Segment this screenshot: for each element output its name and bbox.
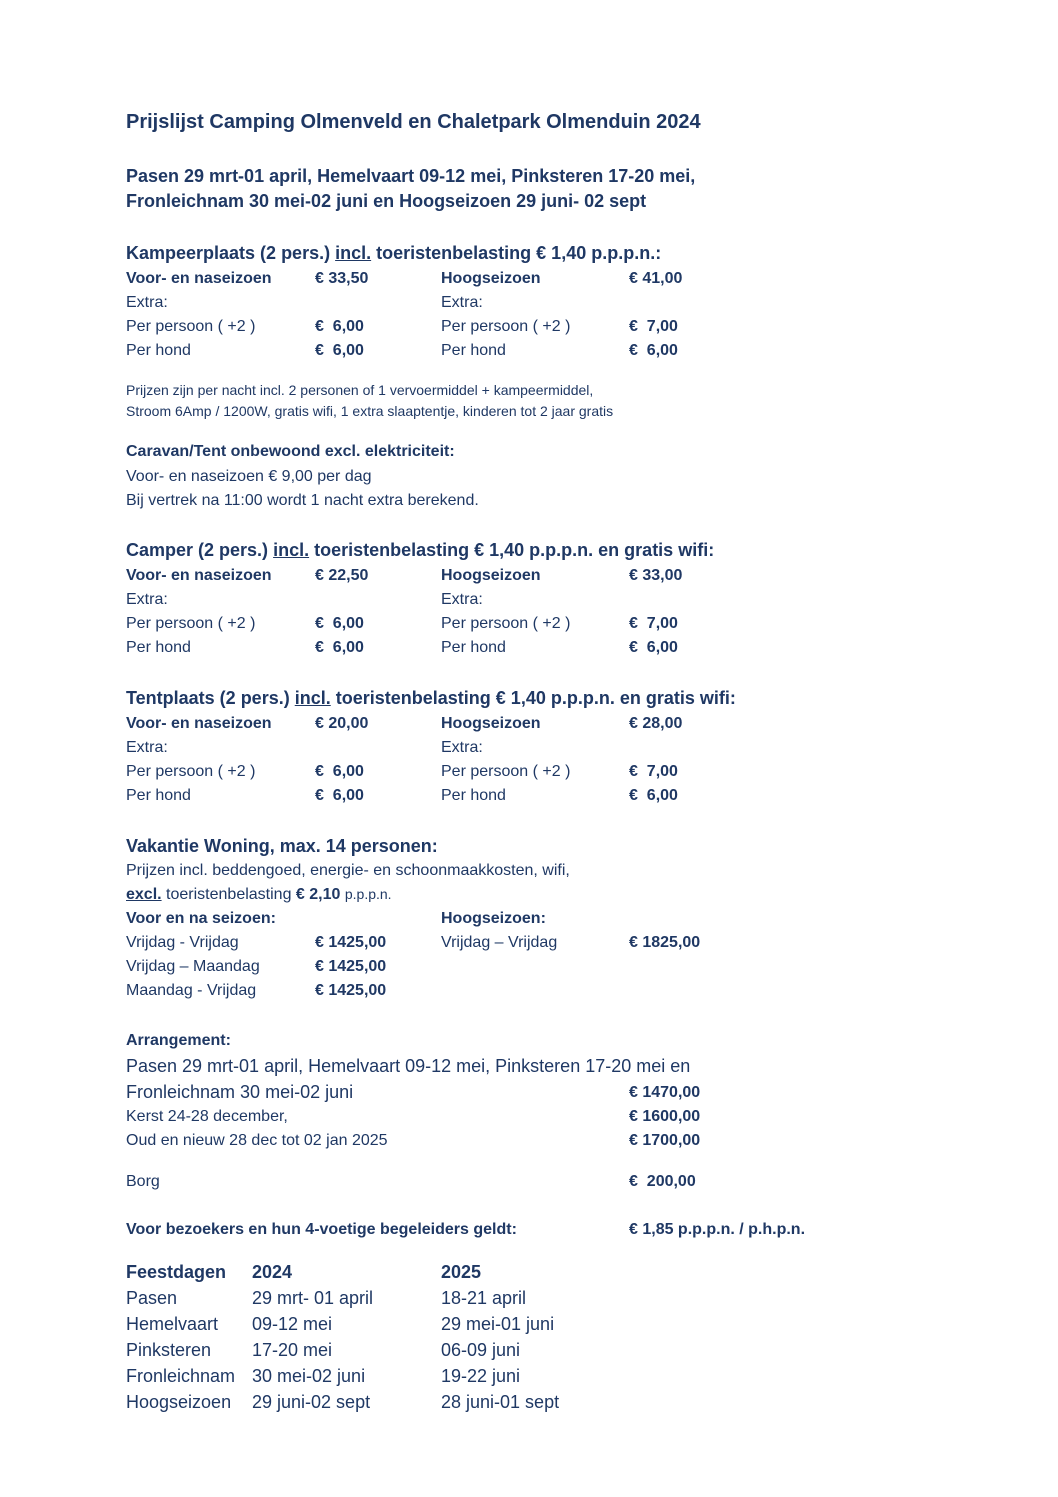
tent-heading — [126, 688, 736, 709]
tent-extra-row — [126, 739, 926, 759]
holiday-2024: 29 mrt- 01 april — [252, 1288, 374, 1308]
holiday-2025: 19-22 juni — [441, 1366, 521, 1386]
woning-row-price: € 1425,00 — [315, 958, 387, 975]
kampeer-high-price: € 41,00 — [629, 270, 683, 287]
borg-price: € 200,00 — [629, 1173, 696, 1190]
kampeer-extra-high: Extra: — [441, 294, 483, 311]
holiday-2025: 29 mei-01 juni — [441, 1314, 555, 1334]
woning-row-label: Maandag - Vrijdag — [126, 982, 257, 999]
kampeer-dog-high: € 6,00 — [629, 342, 678, 359]
caravan-line-2: Bij vertrek na 11:00 wordt 1 nacht extra berekend. — [126, 492, 479, 509]
camper-high-price: € 33,00 — [629, 567, 683, 584]
borg-row — [126, 1173, 926, 1193]
tent-dog-low: € 6,00 — [315, 787, 364, 804]
periods-line-2: Fronleichnam 30 mei-02 juni en Hoogseizoen 29 juni- 02 sept — [126, 191, 647, 211]
woning-row — [126, 958, 926, 978]
tent-dog-label: Per hond — [126, 787, 191, 804]
kampeer-heading-a: Kampeerplaats (2 pers.) — [126, 243, 331, 263]
camper-dog-label: Per hond — [126, 639, 191, 656]
kampeer-person-label: Per persoon ( +2 ) — [126, 318, 256, 335]
camper-extra-row — [126, 591, 926, 611]
kampeer-person-row — [126, 318, 926, 338]
kampeer-person-low: € 6,00 — [315, 318, 364, 335]
holiday-row — [126, 1314, 926, 1338]
woning-line-2-a: toeristenbelasting — [166, 886, 292, 903]
woning-excl: excl. — [126, 886, 162, 903]
camper-heading-a: Camper (2 pers.) — [126, 540, 269, 560]
kampeer-note-1: Prijzen zijn per nacht incl. 2 personen of 1 vervoermiddel + kampeermiddel, — [126, 382, 594, 398]
camper-person-row — [126, 615, 926, 635]
visitors-price: € 1,85 p.p.p.n. / p.h.p.n. — [629, 1221, 806, 1238]
kampeer-dog-label-high: Per hond — [441, 342, 506, 359]
arrangement-line-3-price: € 1600,00 — [629, 1108, 701, 1125]
tent-extra-high: Extra: — [441, 739, 483, 756]
holiday-name: Pinksteren — [126, 1340, 212, 1360]
kampeer-extra-low: Extra: — [126, 294, 168, 311]
tent-heading-incl: incl. — [294, 688, 331, 708]
camper-low-label: Voor- en naseizoen — [126, 567, 272, 584]
tent-dog-row — [126, 787, 926, 807]
kampeer-person-label-high: Per persoon ( +2 ) — [441, 318, 571, 335]
camper-heading-b: toeristenbelasting € 1,40 p.p.p.n. en gratis wifi: — [314, 540, 715, 560]
holiday-2025: 06-09 juni — [441, 1340, 521, 1360]
visitors-label: Voor bezoekers en hun 4-voetige begeleiders geldt: — [126, 1221, 517, 1238]
caravan-line-1: Voor- en naseizoen € 9,00 per dag — [126, 468, 372, 485]
page-title: Prijslijst Camping Olmenveld en Chaletpark Olmenduin 2024 — [126, 111, 701, 133]
woning-line-2 — [126, 886, 392, 904]
kampeer-dog-label: Per hond — [126, 342, 191, 359]
borg-label: Borg — [126, 1173, 160, 1190]
kampeer-dog-row — [126, 342, 926, 362]
arrangement-line-4: Oud en nieuw 28 dec tot 02 jan 2025 — [126, 1132, 388, 1149]
tent-extra-low: Extra: — [126, 739, 168, 756]
periods-line-1: Pasen 29 mrt-01 april, Hemelvaart 09-12 mei, Pinksteren 17-20 mei, — [126, 166, 696, 186]
tent-person-row — [126, 763, 926, 783]
kampeer-heading-b: toeristenbelasting € 1,40 p.p.p.n.: — [376, 243, 662, 263]
tent-person-label-high: Per persoon ( +2 ) — [441, 763, 571, 780]
holidays-header — [126, 1262, 926, 1286]
camper-dog-row — [126, 639, 926, 659]
kampeer-person-high: € 7,00 — [629, 318, 678, 335]
woning-low-heading: Voor en na seizoen: — [126, 910, 276, 927]
woning-season-row — [126, 910, 926, 930]
kampeer-season-row — [126, 270, 926, 290]
holiday-name: Hoogseizoen — [126, 1392, 232, 1412]
holidays-header-name: Feestdagen — [126, 1262, 227, 1282]
tent-high-price: € 28,00 — [629, 715, 683, 732]
arrangement-line-2-row — [126, 1082, 926, 1104]
holiday-name: Pasen — [126, 1288, 178, 1308]
holiday-name: Hemelvaart — [126, 1314, 219, 1334]
kampeer-extra-row — [126, 294, 926, 314]
woning-row-label: Vrijdag - Vrijdag — [126, 934, 239, 951]
woning-row-price: € 1425,00 — [315, 934, 387, 951]
tent-heading-b: toeristenbelasting € 1,40 p.p.p.n. en gratis wifi: — [335, 688, 736, 708]
kampeer-low-price: € 33,50 — [315, 270, 369, 287]
holiday-row — [126, 1366, 926, 1390]
tent-dog-label-high: Per hond — [441, 787, 506, 804]
tent-person-high: € 7,00 — [629, 763, 678, 780]
caravan-heading: Caravan/Tent onbewoond excl. elektriciteit: — [126, 443, 455, 460]
woning-row-high-label: Vrijdag – Vrijdag — [441, 934, 558, 951]
woning-row — [126, 982, 926, 1002]
woning-row-label: Vrijdag – Maandag — [126, 958, 260, 975]
woning-heading: Vakantie Woning, max. 14 personen: — [126, 836, 438, 856]
camper-extra-high: Extra: — [441, 591, 483, 608]
tent-season-row — [126, 715, 926, 735]
holidays-header-2025: 2025 — [441, 1262, 482, 1282]
holiday-2024: 17-20 mei — [252, 1340, 333, 1360]
camper-low-price: € 22,50 — [315, 567, 369, 584]
camper-heading — [126, 540, 714, 561]
holiday-2024: 29 juni-02 sept — [252, 1392, 371, 1412]
holiday-2025: 18-21 april — [441, 1288, 527, 1308]
arrangement-line-3-row — [126, 1108, 926, 1128]
kampeer-heading — [126, 243, 661, 264]
camper-person-label: Per persoon ( +2 ) — [126, 615, 256, 632]
woning-row-high-price: € 1825,00 — [629, 934, 701, 951]
tent-high-label: Hoogseizoen — [441, 715, 541, 732]
woning-high-heading: Hoogseizoen: — [441, 910, 546, 927]
camper-dog-high: € 6,00 — [629, 639, 678, 656]
kampeer-heading-incl: incl. — [335, 243, 372, 263]
holidays-header-2024: 2024 — [252, 1262, 293, 1282]
kampeer-low-label: Voor- en naseizoen — [126, 270, 272, 287]
arrangement-line-4-price: € 1700,00 — [629, 1132, 701, 1149]
holiday-2024: 30 mei-02 juni — [252, 1366, 366, 1386]
camper-person-high: € 7,00 — [629, 615, 678, 632]
tent-low-label: Voor- en naseizoen — [126, 715, 272, 732]
holiday-row — [126, 1340, 926, 1364]
holiday-row — [126, 1288, 926, 1312]
camper-dog-low: € 6,00 — [315, 639, 364, 656]
camper-heading-incl: incl. — [273, 540, 310, 560]
camper-dog-label-high: Per hond — [441, 639, 506, 656]
tent-dog-high: € 6,00 — [629, 787, 678, 804]
camper-person-low: € 6,00 — [315, 615, 364, 632]
arrangement-heading: Arrangement: — [126, 1032, 231, 1049]
kampeer-dog-low: € 6,00 — [315, 342, 364, 359]
camper-person-label-high: Per persoon ( +2 ) — [441, 615, 571, 632]
woning-line-2-b: p.p.p.n. — [344, 886, 392, 902]
price-list-page — [126, 0, 1026, 1497]
arrangement-line-2-price: € 1470,00 — [629, 1084, 701, 1101]
woning-line-1: Prijzen incl. beddengoed, energie- en schoonmaakkosten, wifi, — [126, 862, 570, 879]
woning-tax-price: € 2,10 — [295, 886, 341, 903]
tent-person-low: € 6,00 — [315, 763, 364, 780]
camper-extra-low: Extra: — [126, 591, 168, 608]
tent-low-price: € 20,00 — [315, 715, 369, 732]
holiday-name: Fronleichnam — [126, 1366, 236, 1386]
tent-heading-a: Tentplaats (2 pers.) — [126, 688, 290, 708]
holiday-2025: 28 juni-01 sept — [441, 1392, 560, 1412]
arrangement-line-2: Fronleichnam 30 mei-02 juni — [126, 1082, 354, 1102]
holiday-2024: 09-12 mei — [252, 1314, 333, 1334]
arrangement-line-4-row — [126, 1132, 926, 1152]
holiday-row — [126, 1392, 926, 1416]
tent-person-label: Per persoon ( +2 ) — [126, 763, 256, 780]
woning-row-price: € 1425,00 — [315, 982, 387, 999]
arrangement-line-3: Kerst 24-28 december, — [126, 1108, 288, 1125]
woning-row — [126, 934, 926, 954]
visitors-row — [126, 1221, 926, 1241]
camper-season-row — [126, 567, 926, 587]
kampeer-note-2: Stroom 6Amp / 1200W, gratis wifi, 1 extra slaaptentje, kinderen tot 2 jaar gratis — [126, 403, 614, 419]
camper-high-label: Hoogseizoen — [441, 567, 541, 584]
kampeer-high-label: Hoogseizoen — [441, 270, 541, 287]
arrangement-line-1: Pasen 29 mrt-01 april, Hemelvaart 09-12 mei, Pinksteren 17-20 mei en — [126, 1056, 691, 1076]
